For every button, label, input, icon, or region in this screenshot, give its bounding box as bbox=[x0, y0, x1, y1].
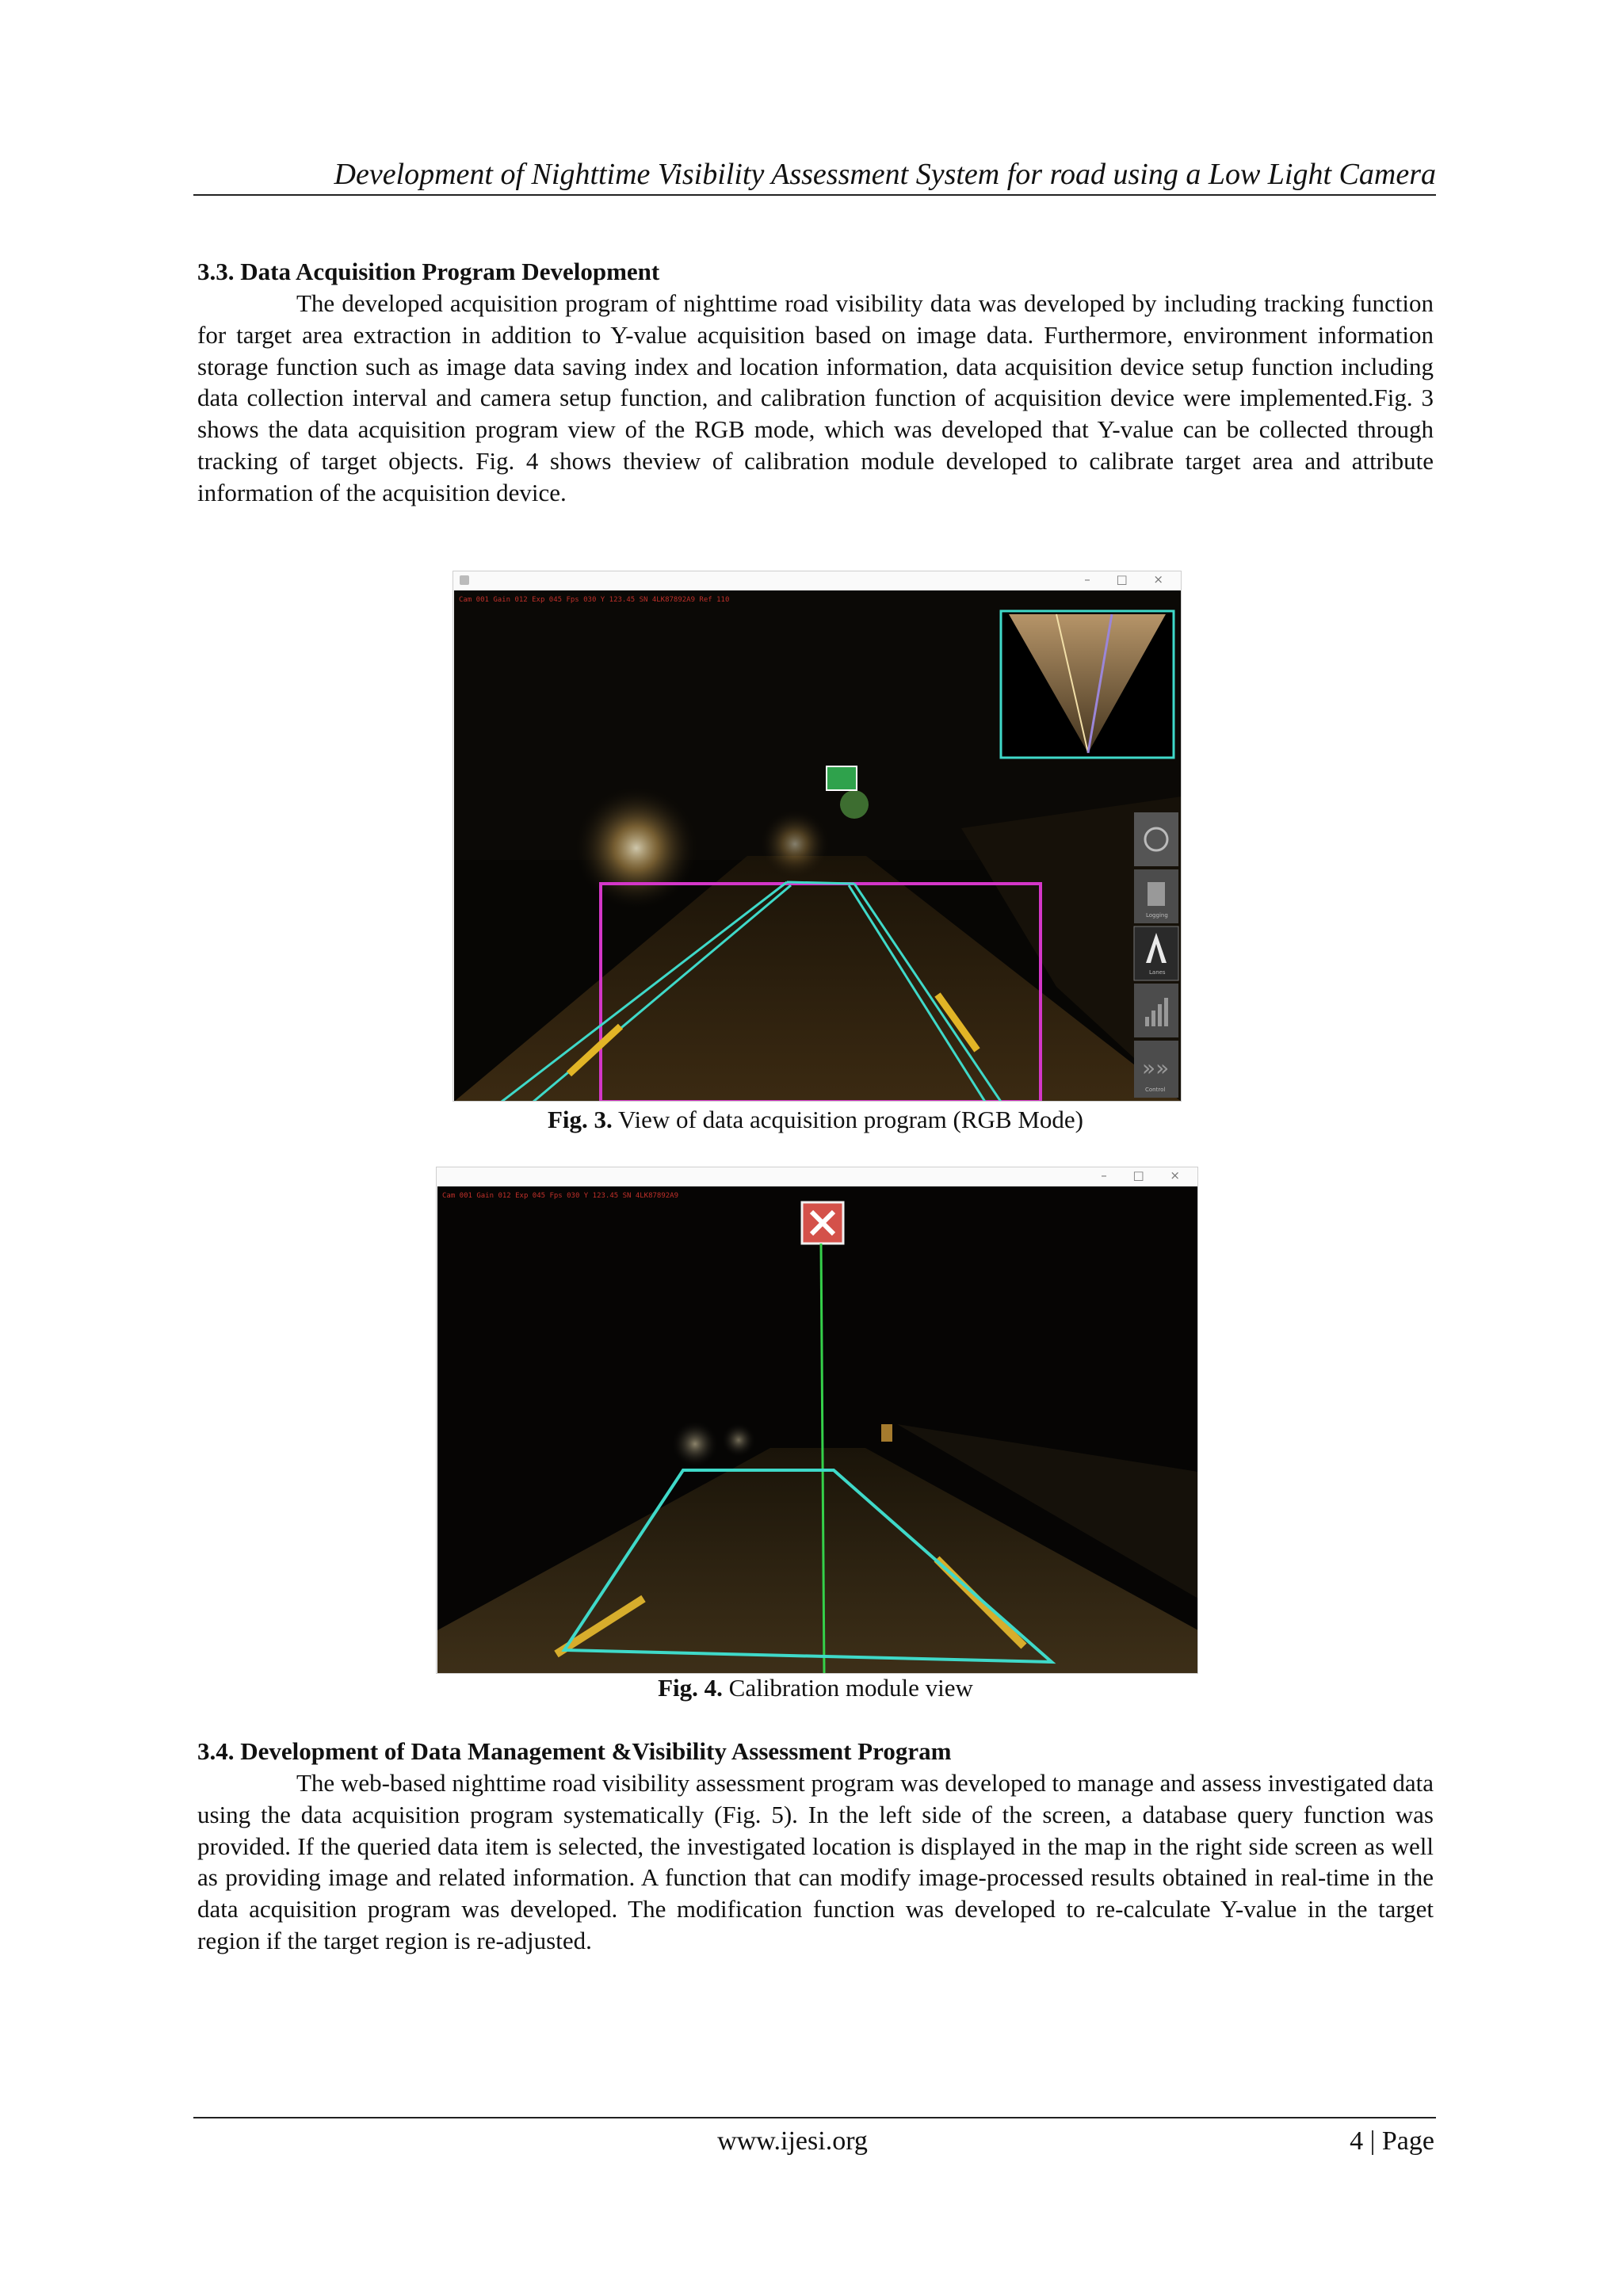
section-3-4-paragraph: The web-based nighttime road visibility assessment program was developed to manage and assess investigated data using the data acquisition program systematically (Fig. 5). In the left side of the screen, a database query function was provided. If the queried data item is selected, the investigated location is displayed in the map in the right side screen as well as providing image and related information. A function that can modify image-processed results obtained in real-time in the data acquisition program was developed. The modification function was developed to re-calculate Y-value in the target region if the target region is re-adjusted. bbox=[197, 1769, 1434, 1954]
fig4-caption bbox=[197, 1672, 1434, 1704]
logging-button-label: Logging bbox=[1146, 912, 1168, 919]
signal-button[interactable] bbox=[1134, 984, 1178, 1037]
section-heading-3-4: 3.4. Development of Data Management &Visibility Assessment Program bbox=[197, 1737, 952, 1765]
forward-icon: »» bbox=[1142, 1055, 1170, 1081]
footer-rule bbox=[193, 2117, 1436, 2118]
fig3-status-text: Cam 001 Gain 012 Exp 045 Fps 030 Y 123.45 SN 4LK87892A9 Ref 110 bbox=[459, 596, 730, 604]
fig3-camera-view bbox=[454, 590, 1182, 1102]
page-number: 4 | Page bbox=[1350, 2126, 1434, 2156]
lanes-button-label: Lanes bbox=[1149, 969, 1166, 976]
fig4-label: Fig. 4. bbox=[658, 1674, 723, 1702]
fig4-status-text: Cam 001 Gain 012 Exp 045 Fps 030 Y 123.45 SN 4LK87892A9 bbox=[442, 1192, 679, 1200]
fig3-titlebar bbox=[453, 571, 1181, 590]
upload-icon bbox=[1148, 882, 1165, 906]
fig3-caption bbox=[197, 1104, 1434, 1136]
fig4-camera-view bbox=[437, 1186, 1198, 1673]
fig4-titlebar bbox=[437, 1167, 1197, 1186]
section-heading-3-3: 3.3. Data Acquisition Program Development bbox=[197, 258, 660, 285]
footer-url[interactable]: www.ijesi.org bbox=[717, 2126, 868, 2156]
header-rule bbox=[193, 194, 1436, 196]
control-button-label: Control bbox=[1145, 1087, 1166, 1093]
fig3-label: Fig. 3. bbox=[547, 1106, 613, 1133]
fig3-screenshot bbox=[453, 571, 1182, 1102]
window-controls: – □ × bbox=[1084, 572, 1174, 586]
fig3-caption-text: View of data acquisition program (RGB Mode) bbox=[618, 1106, 1084, 1133]
fig4-target-marker bbox=[802, 1202, 843, 1244]
app-icon bbox=[460, 575, 469, 585]
window-controls: – □ × bbox=[1101, 1168, 1191, 1182]
fig4-caption-text: Calibration module view bbox=[728, 1674, 973, 1702]
fig3-side-toolbar bbox=[1134, 812, 1178, 1098]
running-header: Development of Nighttime Visibility Assessment System for road using a Low Light Camera bbox=[334, 158, 1436, 191]
fig4-screenshot bbox=[436, 1167, 1198, 1674]
settings-button[interactable] bbox=[1134, 812, 1178, 866]
fig3-inset-view bbox=[1001, 611, 1174, 758]
section-3-3-paragraph: The developed acquisition program of nighttime road visibility data was developed by including tracking function for target area extraction in addition to Y-value acquisition based on image data. Furthermore, environment information storage function such as image data saving index and location information, data acquisition device setup function including data collection interval and camera setup function, and calibration function of acquisition device were implemented.Fig. 3 shows the data acquisition program view of the RGB mode, which was developed that Y-value can be collected through tracking of target objects. Fig. 4 shows theview of calibration module developed to calibrate target area and attribute information of the acquisition device. bbox=[197, 289, 1434, 506]
